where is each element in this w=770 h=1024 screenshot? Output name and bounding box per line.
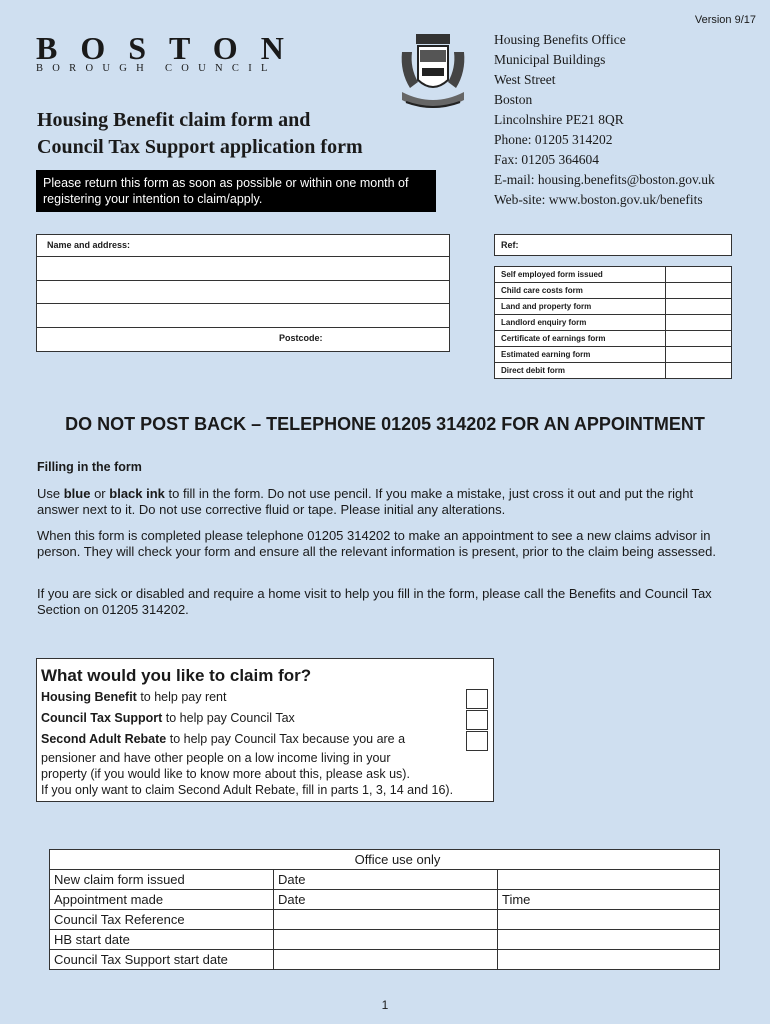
office-cell[interactable] [274,930,498,950]
form-issued-label: Certificate of earnings form [495,331,666,347]
form-issued-checkbox[interactable] [666,347,732,363]
filling-paragraph-2: When this form is completed please telephone 01205 314202 to make an appointment to see a new claims advisor in person. They will check your form and ensure all the relevant information is present, prior to the claim being assessed. [37,528,716,559]
text-run: to help pay Council Tax because you are a [166,732,406,746]
text-run: Second Adult Rebate [41,732,167,746]
form-issued-label: Estimated earning form [495,347,666,363]
table-row [50,870,720,890]
text-run: Council Tax Support [41,711,163,725]
council-logo-subtitle: BOROUGH COUNCIL [36,63,277,74]
filling-title: Filling in the form [37,460,142,474]
office-cell[interactable] [274,950,498,970]
office-cell[interactable]: Date [274,890,498,910]
return-notice: Please return this form as soon as possible or within one month of registering your intention to claim/apply. [36,170,436,212]
text-run: Use [37,486,64,501]
housing-benefit-checkbox[interactable] [466,689,488,709]
office-cell[interactable]: Time [498,890,720,910]
address-line: Municipal Buildings [494,52,606,67]
postcode-label: Postcode: [279,333,323,343]
sar-description-line: If you only want to claim Second Adult Rebate, fill in parts 1, 3, 14 and 16). [41,783,454,797]
table-row [495,363,732,379]
filling-paragraph-1 [37,486,737,518]
address-line: West Street [494,72,556,87]
name-address-row[interactable] [37,257,449,281]
table-row [495,331,732,347]
office-cell[interactable] [498,870,720,890]
text-run: to help pay Council Tax [162,711,295,725]
form-issued-label: Child care costs form [495,283,666,299]
office-cell[interactable]: Date [274,870,498,890]
filling-paragraph-3: If you are sick or disabled and require a home visit to help you fill in the form, please call the Benefits and Council Tax Section on 01205 314202. [37,586,712,617]
text-run: black ink [109,486,165,501]
coat-of-arms-icon [398,32,468,114]
sar-description-line: pensioner and have other people on a low income living in your [41,751,391,765]
sar-description-line: property (if you would like to know more about this, please ask us). [41,767,410,781]
email-link[interactable]: E-mail: housing.benefits@boston.gov.uk [494,172,715,187]
form-title-line: Housing Benefit claim form and [37,109,311,131]
table-row [495,283,732,299]
name-address-row[interactable] [37,328,449,351]
name-address-row[interactable] [37,281,449,304]
address-line: Lincolnshire PE21 8QR [494,112,624,127]
office-address [494,30,715,210]
address-line: Housing Benefits Office [494,32,626,47]
table-row [50,850,720,870]
office-cell[interactable] [498,930,720,950]
form-title [37,107,363,161]
appointment-heading: DO NOT POST BACK – TELEPHONE 01205 314202 FOR AN APPOINTMENT [65,414,705,434]
office-row-label: Appointment made [50,890,274,910]
council-logo-word: BOSTON [36,30,307,66]
address-line: Boston [494,92,533,107]
second-adult-rebate-option [41,729,489,750]
council-tax-support-checkbox[interactable] [466,710,488,730]
office-row-label: Council Tax Reference [50,910,274,930]
table-row [495,299,732,315]
table-row [50,930,720,950]
form-title-line: Council Tax Support application form [37,136,363,158]
second-adult-rebate-checkbox[interactable] [466,731,488,751]
name-address-row[interactable] [37,304,449,328]
table-row [50,910,720,930]
form-issued-label: Land and property form [495,299,666,315]
page-number: 1 [381,998,389,1012]
text-run: or [90,486,110,501]
ref-field[interactable] [494,234,732,256]
text-run: to help pay rent [136,690,227,704]
office-row-label: HB start date [50,930,274,950]
phone: Phone: 01205 314202 [494,132,613,147]
form-issued-label: Landlord enquiry form [495,315,666,331]
fax: Fax: 01205 364604 [494,152,600,167]
office-row-label: Council Tax Support start date [50,950,274,970]
form-issued-checkbox[interactable] [666,267,732,283]
form-issued-checkbox[interactable] [666,283,732,299]
claim-type-box [36,658,494,802]
office-cell[interactable] [498,950,720,970]
ref-label: Ref: [501,240,519,250]
text-run: blue [63,486,91,501]
forms-issued-table [494,266,732,379]
version-label: Version 9/17 [694,14,756,26]
office-use-table [49,849,720,970]
form-issued-checkbox[interactable] [666,299,732,315]
claim-title: What would you like to claim for? [41,666,312,685]
table-row [50,890,720,910]
table-row [495,315,732,331]
text-run: to fill in the form. Do not use pencil. If you make a mistake, just cross it out and put the right answer next to it. Do not use corrective fluid or tape. Please initial any alterations. [37,486,694,517]
form-issued-checkbox[interactable] [666,331,732,347]
form-issued-checkbox[interactable] [666,363,732,379]
name-address-row[interactable] [37,235,449,257]
text-run: Housing Benefit [41,690,137,704]
name-address-label: Name and address: [47,240,131,250]
website-link[interactable]: Web-site: www.boston.gov.uk/benefits [494,192,703,207]
housing-benefit-option [41,687,489,708]
council-tax-support-option [41,708,489,729]
form-issued-checkbox[interactable] [666,315,732,331]
form-issued-label: Self employed form issued [495,267,666,283]
office-cell[interactable] [274,910,498,930]
table-row [50,950,720,970]
office-use-title: Office use only [50,850,720,870]
name-address-box[interactable] [36,234,450,352]
table-row [495,267,732,283]
table-row [495,347,732,363]
form-issued-label: Direct debit form [495,363,666,379]
office-row-label: New claim form issued [50,870,274,890]
office-cell[interactable] [498,910,720,930]
